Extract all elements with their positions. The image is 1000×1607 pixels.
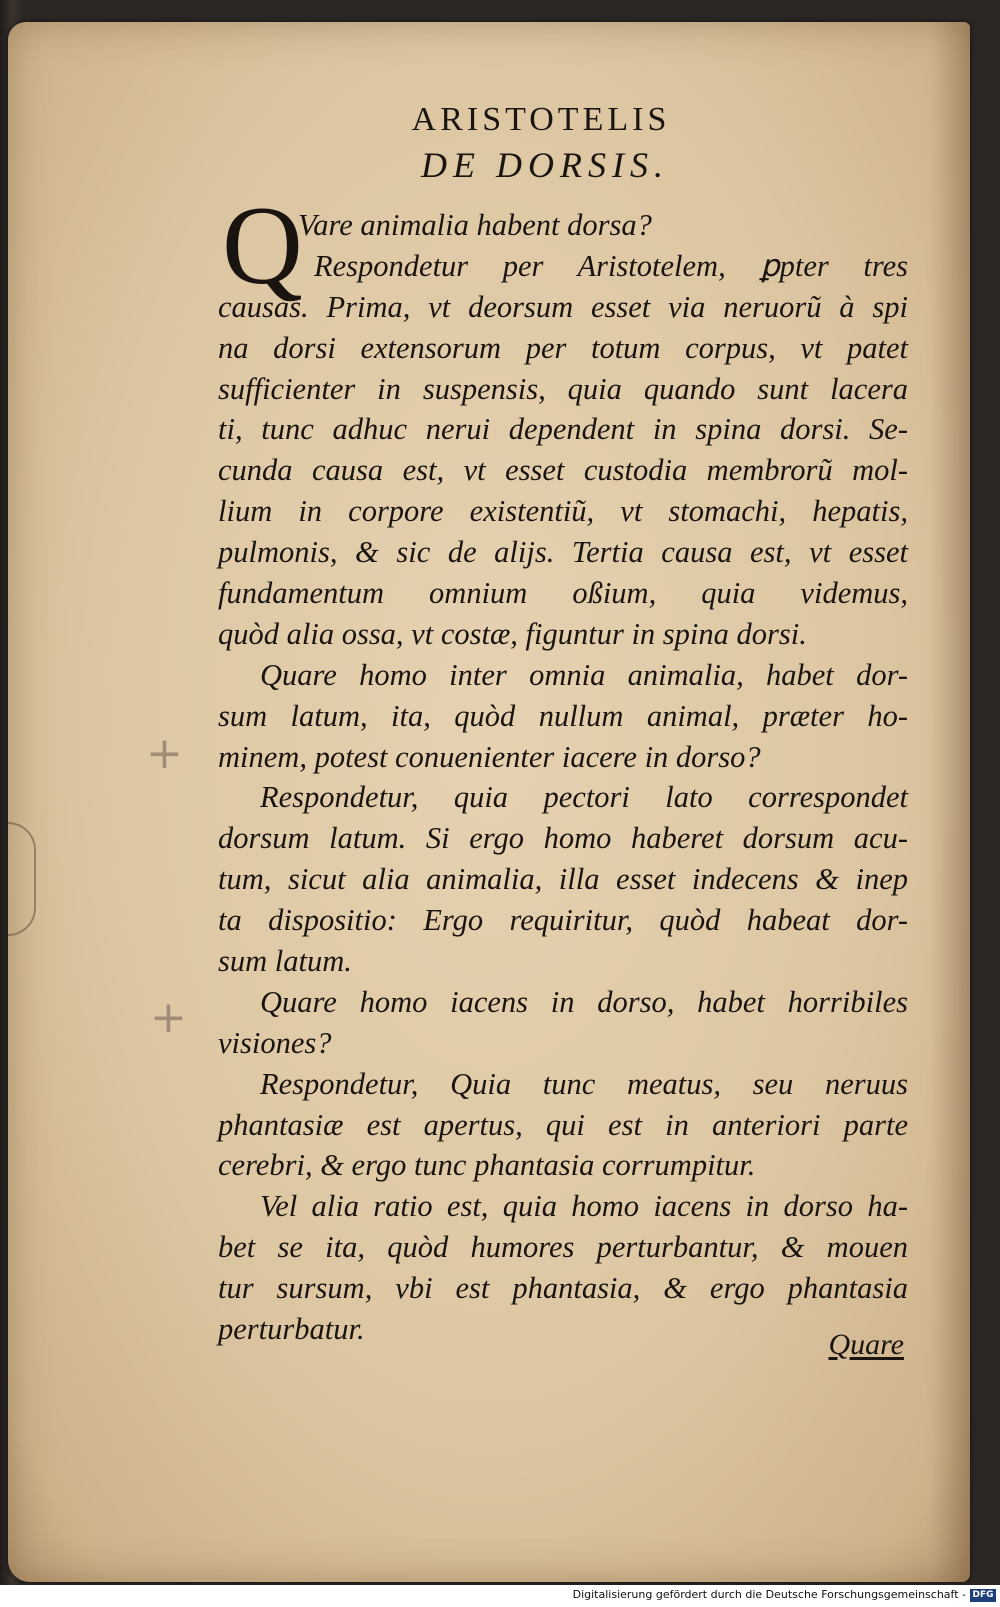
text-line: sum latum.	[218, 944, 352, 979]
text-line: Quare homo iacens in dorso, habet horribiles	[260, 984, 908, 1019]
text-line: cunda causa est, vt esset custodia membrorũ mol-	[218, 453, 908, 488]
pencil-cross-mark: +	[150, 992, 187, 1043]
body-text	[218, 205, 908, 1350]
text-line: cerebri, & ergo tunc phantasia corrumpitur.	[218, 1148, 756, 1183]
text-line: perturbatur.	[218, 1312, 365, 1347]
text-line: bet se ita, quòd humores perturbantur, & mouen	[218, 1230, 908, 1265]
text-line: sum latum, ita, quòd nullum animal, præter ho-	[218, 698, 908, 733]
text-line: Respondetur per Aristotelem, ꝑpter tres	[314, 248, 908, 283]
text-line: fundamentum omnium oßium, quia videmus,	[218, 576, 908, 611]
text-line: Vel alia ratio est, quia homo iacens in dorso ha-	[260, 1189, 908, 1224]
footer-credit: Digitalisierung gefördert durch die Deutsche Forschungsgemeinschaft -	[572, 1588, 966, 1601]
text-line: causas. Prima, vt deorsum esset via neruorũ à spi	[218, 289, 908, 324]
text-line: tum, sicut alia animalia, illa esset indecens & inep	[218, 862, 908, 897]
text-line: Quare homo inter omnia animalia, habet dor-	[260, 657, 908, 692]
text-line: tur sursum, vbi est phantasia, & ergo phantasia	[218, 1271, 908, 1306]
text-line: na dorsi extensorum per totum corpus, vt patet	[218, 330, 908, 365]
text-line: Respondetur, quia pectori lato correspondet	[260, 780, 908, 815]
dfg-logo: DFG	[970, 1589, 996, 1602]
text-line: minem, potest conuenienter iacere in dorso?	[218, 739, 761, 774]
text-line: pulmonis, & sic de alijs. Tertia causa est, vt esset	[218, 535, 908, 570]
section-title: DE DORSIS.	[421, 145, 669, 185]
binding-clasp-outline	[8, 822, 36, 936]
text-line: ta dispositio: Ergo requiritur, quòd habeat dor-	[218, 903, 908, 938]
running-head: ARISTOTELIS	[411, 101, 671, 138]
text-line: sufficienter in suspensis, quia quando sunt lacera	[218, 371, 908, 406]
text-line: lium in corpore existentiũ, vt stomachi, hepatis,	[218, 494, 908, 529]
text-line: Vare animalia habent dorsa?	[298, 208, 652, 242]
text-line: quòd alia ossa, vt costæ, figuntur in spina dorsi.	[218, 616, 807, 651]
page-header	[0, 98, 1000, 188]
text-line: Respondetur, Quia tunc meatus, seu neruus	[260, 1066, 908, 1101]
page-spine-shadow	[930, 22, 970, 1582]
pencil-cross-mark: +	[146, 728, 183, 779]
digitization-footer	[0, 1585, 1000, 1607]
text-line: phantasiæ est apertus, qui est in anteriori parte	[218, 1107, 908, 1142]
text-line: visiones?	[218, 1025, 332, 1060]
drop-cap: Q	[222, 184, 303, 308]
catchword: Quare	[828, 1328, 904, 1361]
text-line: ti, tunc adhuc nerui dependent in spina dorsi. Se-	[218, 412, 908, 447]
text-line: dorsum latum. Si ergo homo haberet dorsum acu-	[218, 821, 908, 856]
